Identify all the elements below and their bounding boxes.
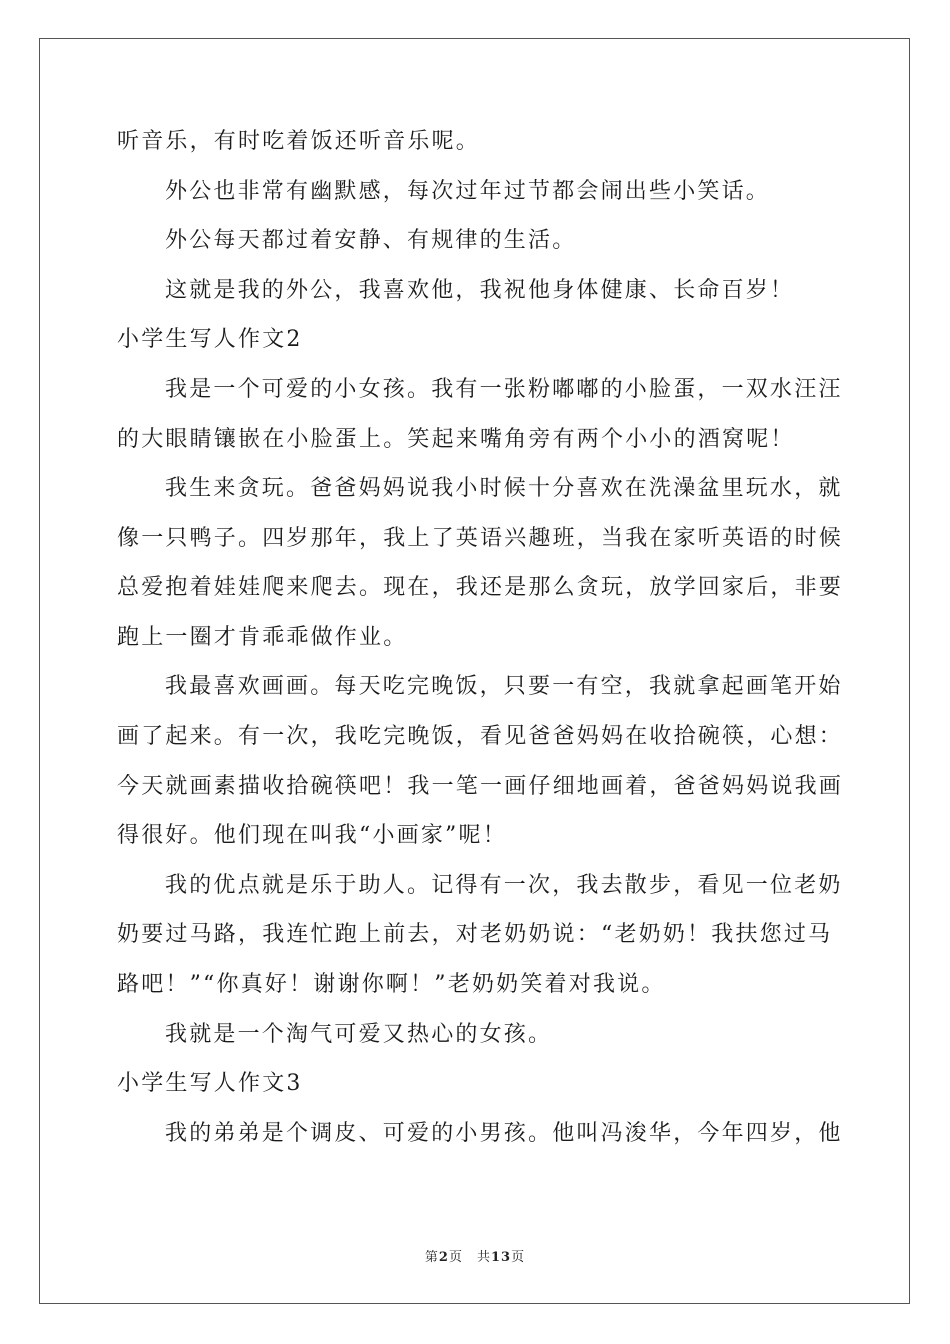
paragraph-line: 我最喜欢画画。每天吃完晚饭，只要一有空，我就拿起画笔开始	[165, 674, 843, 699]
paragraph-line: 我就是一个淘气可爱又热心的女孩。	[165, 1022, 553, 1047]
section-heading: 小学生写人作文2	[117, 327, 303, 352]
total-page-count: 13	[490, 1250, 512, 1265]
text-line: 今天就画素描收拾碗筷吧！我一笔一画仔细地画着，爸爸妈妈说我画	[117, 774, 844, 799]
footer-mid: 页 共	[448, 1250, 491, 1265]
text-line: 像一只鸭子。四岁那年，我上了英语兴趣班，当我在家听英语的时候	[117, 526, 844, 551]
text-line: 路吧！”“你真好！谢谢你啊！”老奶奶笑着对我说。	[117, 972, 666, 997]
paragraph-line: 外公每天都过着安静、有规律的生活。	[165, 228, 577, 253]
text-line: 的大眼睛镶嵌在小脸蛋上。笑起来嘴角旁有两个小小的酒窝呢！	[117, 427, 795, 452]
text-line: 得很好。他们现在叫我“小画家”呢！	[117, 823, 507, 848]
paragraph-line: 我是一个可爱的小女孩。我有一张粉嘟嘟的小脸蛋，一双水汪汪	[165, 377, 843, 402]
paragraph-line: 我的优点就是乐于助人。记得有一次，我去散步，看见一位老奶	[165, 873, 843, 898]
page-footer	[0, 1246, 950, 1265]
text-line: 画了起来。有一次，我吃完晚饭，看见爸爸妈妈在收拾碗筷，心想：	[117, 724, 844, 749]
text-line: 跑上一圈才肯乖乖做作业。	[117, 625, 408, 650]
text-line: 总爱抱着娃娃爬来爬去。现在，我还是那么贪玩，放学回家后，非要	[117, 575, 844, 600]
current-page-number: 2	[438, 1250, 449, 1265]
section-heading: 小学生写人作文3	[117, 1071, 303, 1096]
paragraph-line: 这就是我的外公，我喜欢他，我祝他身体健康、长命百岁！	[165, 278, 795, 303]
paragraph-line: 我生来贪玩。爸爸妈妈说我小时候十分喜欢在洗澡盆里玩水，就	[165, 476, 843, 501]
paragraph-line: 我的弟弟是个调皮、可爱的小男孩。他叫冯浚华，今年四岁，他	[165, 1121, 843, 1146]
paragraph-line: 外公也非常有幽默感，每次过年过节都会闹出些小笑话。	[165, 179, 771, 204]
text-line: 听音乐，有时吃着饭还听音乐呢。	[117, 129, 481, 154]
footer-suffix: 页	[511, 1250, 526, 1265]
footer-prefix: 第	[424, 1250, 439, 1265]
text-line: 奶要过马路，我连忙跑上前去，对老奶奶说：“老奶奶！我扶您过马	[117, 922, 833, 947]
